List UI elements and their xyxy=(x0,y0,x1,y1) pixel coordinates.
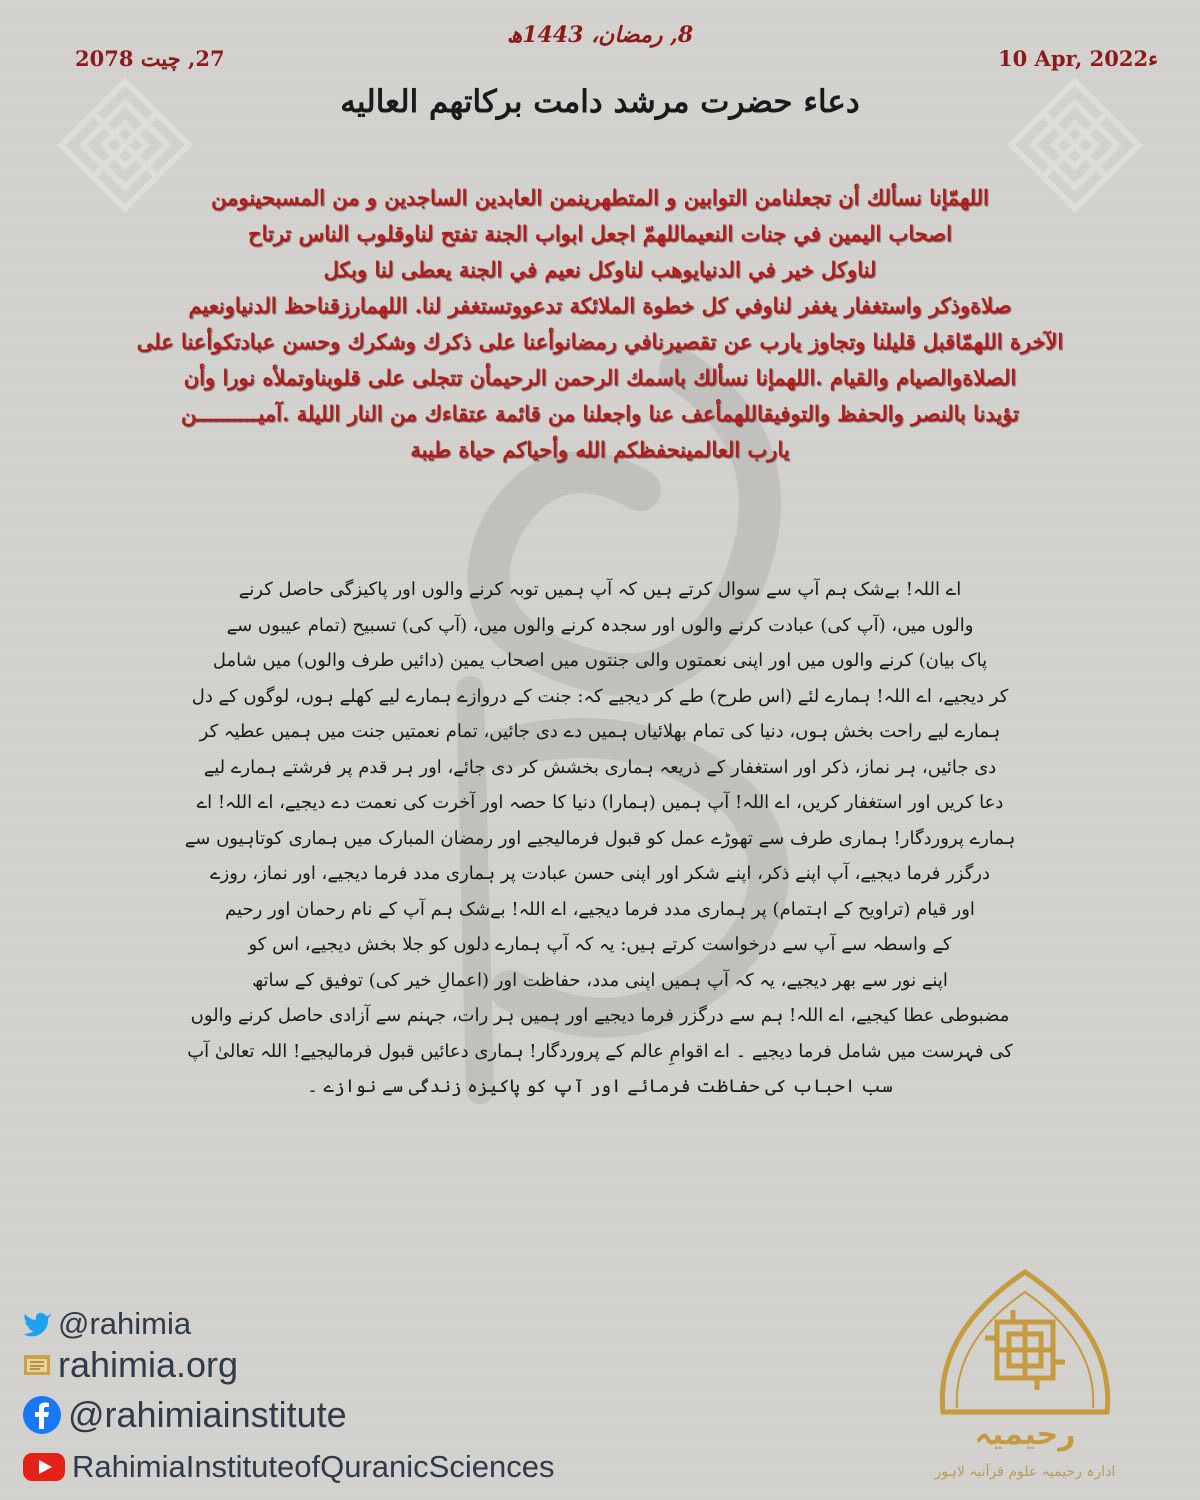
urdu-line: دعا کریں اور استغفار کریں، اے اللہ! آپ ہمیں (ہمارا) دنیا کا حصہ اور آخرت کی نعمت دے دیجیے، اے اللہ! اے xyxy=(196,792,1004,813)
logo-name: رحیمیہ xyxy=(974,1417,1076,1452)
bikrami-date: 27, چیت 2078 xyxy=(75,46,225,71)
arabic-line: يارب العالمينحفظكم الله وأحياكم حياة طيبة xyxy=(410,437,790,462)
arabic-line: الآخرة اللهمّاقبل قليلنا وتجاوز يارب عن تقصيرنافي رمضانوأعنا على ذكرك وشكرك وحسن عبادتكوأعنا على xyxy=(136,329,1064,354)
facebook-handle: @rahimiainstitute xyxy=(68,1394,347,1435)
gregorian-date: 10 Apr, 2022ء xyxy=(998,46,1158,71)
urdu-line: دی جائیں، ہر نماز، ذکر اور استغفار کے ذریعہ ہماری بخشش کر دی جائے، اور ہر قدم پر فرشتے ہمارے لیے xyxy=(203,756,997,778)
facebook-icon xyxy=(22,1395,62,1435)
urdu-line: مضبوطی عطا کیجیے، اے اللہ! ہم سے درگزر فرما دیجیے اور ہمیں ہر رات، جہنم سے آزادی حاصل کرنے والوں xyxy=(190,1005,1010,1026)
urdu-line: پاک بیان) کرنے والوں میں اور اپنی نعمتوں والی جنتوں میں اصحاب یمین (دائیں طرف والوں) میں شامل xyxy=(212,650,988,671)
urdu-line: اپنے نور سے بھر دیجیے، یہ کہ آپ ہمیں اپنی مدد، حفاظت اور (اعمالِ خیر کی) توفیق کے ساتھ xyxy=(252,969,948,991)
urdu-line: درگزر فرما دیجیے، آپ اپنے ذکر، اپنے شکر اور اپنی حسن عبادت پر ہماری مدد فرما دیجیے، اور نماز، روزے xyxy=(209,863,991,884)
arabic-line: اللهمّإنا نسألك أن تجعلنامن التوابين و المتطهرينمن العابدين الساجدين و من المسبحينومن xyxy=(211,185,989,210)
logo-subtitle: ادارہ رحیمیہ علوم قرآنیہ لاہور xyxy=(934,1464,1116,1480)
urdu-line: کر دیجیے، اے اللہ! ہمارے لئے (اس طرح) طے کر دیجیے کہ: جنت کے دروازے ہمارے لیے کھلے ہوں، لوگوں کے دل xyxy=(191,685,1009,707)
twitter-icon xyxy=(22,1311,52,1337)
youtube-icon xyxy=(22,1452,66,1482)
arabic-line: لناوكل خير في الدنيايوهب لناوكل نعيم في الجنة يعطى لنا وبكل xyxy=(323,257,877,282)
arabic-line: اصحاب اليمين في جنات النعيماللهمّ اجعل ابواب الجنة تفتح لناوقلوب الناس ترتاح xyxy=(248,221,952,246)
page-title: دعاء حضرت مرشد دامت برکاتهم العاليه xyxy=(340,84,860,120)
urdu-line: ہمارے لیے راحت بخش ہوں، دنیا کی تمام بھلائیاں ہمیں دے دی جائیں، تمام نعمتیں جنت میں ہمیں عطیہ کر xyxy=(199,721,1001,742)
urdu-line: کی فہرست میں شامل فرما دیجیے ۔ اے اقوامِ عالم کے پروردگار! ہماری دعائیں قبول فرمالیجیے! اللہ تعالیٰ آپ xyxy=(187,1040,1013,1062)
youtube-link[interactable] xyxy=(22,1449,554,1485)
facebook-link[interactable] xyxy=(22,1394,347,1436)
arabic-dua xyxy=(100,180,1100,468)
urdu-line: سب احباب کی حفاظت فرمائے اور آپ کو پاکیزہ زندگی سے نوازے ۔ xyxy=(307,1076,893,1097)
arabic-line: صلاةوذكر واستغفار يغفر لناوفي كل خطوة الملائكة تدعووتستغفر لنا. اللهمارزقناحظ الدنياونعيم xyxy=(188,293,1012,318)
urdu-translation xyxy=(140,572,1060,1105)
twitter-link[interactable] xyxy=(22,1306,191,1342)
website-link[interactable] xyxy=(22,1344,238,1386)
arabic-line: الصلاةوالصيام والقيام .اللهمإنا نسألك باسمك الرحمن الرحيمأن تتجلى على قلوبناوتملأه نورا وأن xyxy=(183,365,1017,390)
urdu-line: اے اللہ! بےشک ہم آپ سے سوال کرتے ہیں کہ آپ ہمیں توبہ کرنے والوں اور پاکیزگی حاصل کرنے xyxy=(238,579,962,600)
urdu-line: اور قیام (تراویح کے اہتمام) پر ہماری مدد فرما دیجیے، اے اللہ! بےشک ہم آپ کے نام رحمان اور رحیم xyxy=(225,898,975,920)
web-icon xyxy=(22,1352,52,1378)
rahimia-logo xyxy=(905,1262,1145,1492)
website-url: rahimia.org xyxy=(58,1344,239,1385)
twitter-handle: @rahimia xyxy=(58,1306,192,1341)
urdu-line: کے واسطہ سے آپ سے درخواست کرتے ہیں: یہ کہ آپ ہمارے دلوں کو جلا بخش دیجیے، اس کو xyxy=(248,934,952,955)
urdu-line: ہمارے پروردگار! ہماری طرف سے تھوڑے عمل کو قبول فرمالیجیے اور رمضان المبارک میں ہماری کوتاہیوں سے xyxy=(184,827,1016,849)
urdu-line: والوں میں، (آپ کی) عبادت کرنے والوں اور سجدہ کرنے والوں میں، (آپ کی) تسبیح (تمام عیبوں سے xyxy=(226,614,974,636)
arabic-line: تؤيدنا بالنصر والحفظ والتوفيقاللهمأعف عنا واجعلنا من قائمة عتقاءك من النار الليلة .آميــــــــــن xyxy=(181,401,1019,426)
hijri-date: 8, رمضان، 1443ھ xyxy=(506,22,694,48)
youtube-channel: RahimiaInstituteofQuranicSciences xyxy=(72,1449,555,1484)
